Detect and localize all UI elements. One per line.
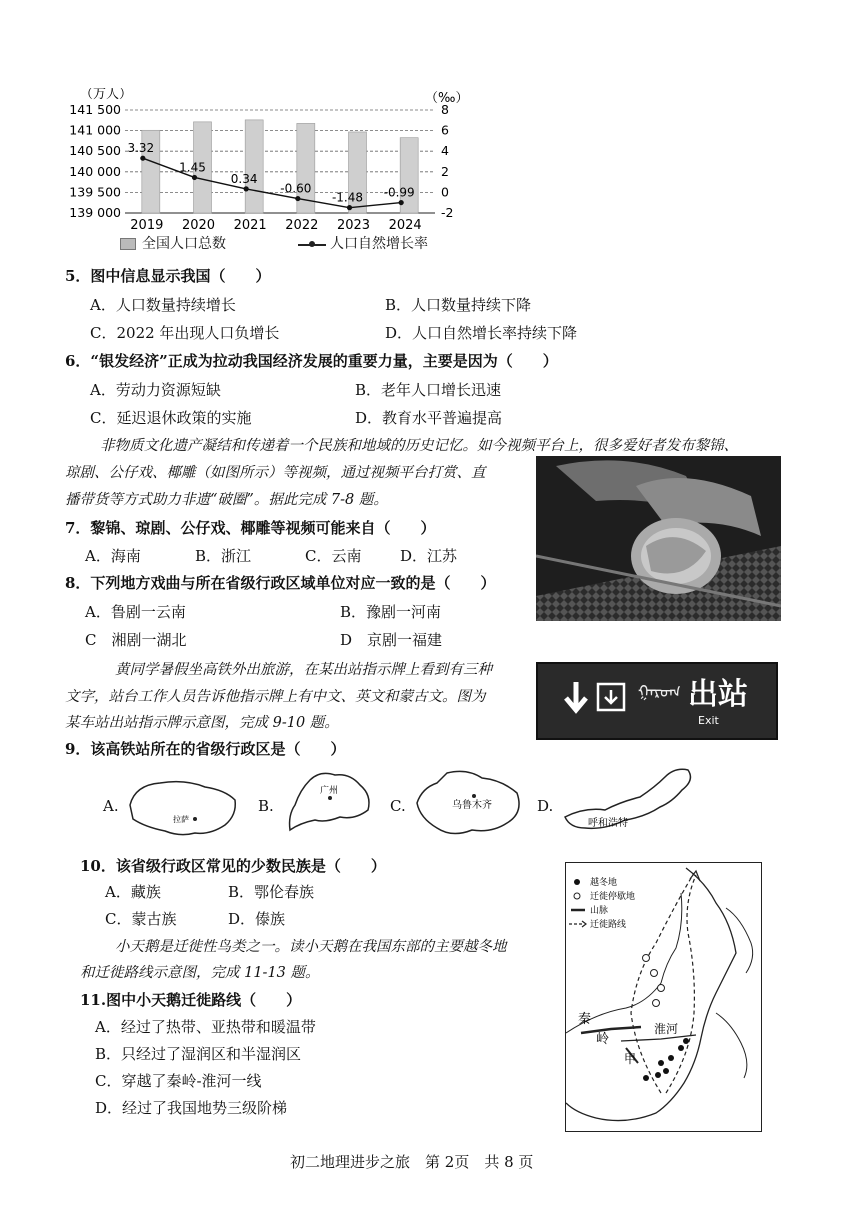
growth-rate-point — [399, 200, 404, 205]
q11-option-c: C．穿越了秦岭-淮河一线 — [95, 1072, 262, 1090]
map-xinjiang — [412, 768, 527, 848]
y2-tick-label: 4 — [441, 143, 449, 159]
map-c-label: 乌鲁木齐 — [452, 800, 492, 811]
swan-map-graphics — [566, 863, 761, 1131]
q9-option-a: A. — [103, 797, 119, 815]
chart-legend — [120, 235, 450, 253]
sign-chinese-text: 出站 — [688, 677, 748, 712]
sign-mongolian-text: ᠭᠠᠷᠤᠭ — [638, 682, 681, 701]
growth-rate-point — [295, 196, 300, 201]
q11-option-b: B．只经过了湿润区和半湿润区 — [95, 1045, 302, 1063]
q9-option-b: B. — [258, 797, 274, 815]
sign-english-text: Exit — [698, 714, 719, 727]
page-footer: 初二地理进步之旅 第 2页 共 8 页 — [290, 1153, 534, 1171]
swan-legend-mountain: 山脉 — [590, 906, 609, 916]
q11-option-d: D．经过了我国地势三级阶梯 — [95, 1099, 288, 1117]
down-arrow-icon — [566, 682, 586, 710]
q9-option-c: C. — [390, 797, 406, 815]
q6-option-a: A．劳动力资源短缺 — [90, 381, 221, 399]
q5-option-c: C．2022 年出现人口负增长 — [90, 324, 280, 342]
swan-map-label-ling: 岭 — [596, 1032, 610, 1047]
q7-stem: 7．黎锦、琼剧、公仔戏、椰雕等视频可能来自（ ） — [65, 519, 436, 537]
map-d-label: 呼和浩特 — [588, 818, 628, 829]
q10-option-c: C．蒙古族 — [105, 910, 177, 928]
q9-option-d: D. — [537, 797, 554, 815]
growth-rate-data-label: -1.48 — [331, 190, 364, 205]
population-bar — [245, 120, 263, 213]
q6-option-c: C．延迟退休政策的实施 — [90, 409, 252, 427]
q8-stem: 8．下列地方戏曲与所在省级行政区域单位对应一致的是（ ） — [65, 574, 496, 592]
y-tick-label: 141 500 — [69, 102, 121, 117]
q8-option-a: A．鲁剧一云南 — [85, 603, 186, 621]
y-axis-unit-label: （万人） — [80, 88, 133, 102]
q9-stem: 9．该高铁站所在的省级行政区是（ ） — [65, 740, 346, 758]
x-tick-label: 2020 — [181, 218, 216, 233]
q5-stem: 5．图中信息显示我国（ ） — [65, 267, 271, 285]
x-tick-label: 2021 — [233, 218, 267, 233]
swan-legend-stopover: 迁徙停歇地 — [590, 892, 636, 902]
q5-option-b: B．人口数量持续下降 — [385, 296, 532, 314]
swan-migration-map — [565, 862, 762, 1132]
y2-tick-label: 2 — [441, 163, 449, 179]
x-tick-label: 2024 — [388, 218, 422, 233]
passage1-line2: 琼剧、公仔戏、椰雕（如图所示）等视频，通过视频平台打赏、直 — [65, 465, 486, 481]
y2-axis-unit-label: （‰） — [425, 91, 469, 106]
growth-rate-data-label: 0.34 — [230, 171, 258, 186]
q6-stem: 6．“银发经济”正成为拉动我国经济发展的重要力量，主要是因为（ ） — [65, 352, 558, 370]
q10-stem: 10．该省级行政区常见的少数民族是（ ） — [80, 857, 386, 875]
map-tibet — [125, 775, 240, 845]
map-a-label: 拉萨 — [173, 815, 189, 824]
q11-stem: 11.图中小天鹅迁徙路线（ ） — [80, 991, 302, 1009]
swan-legend-wintering: 越冬地 — [590, 878, 618, 888]
q7-option-b: B．浙江 — [195, 547, 252, 565]
growth-rate-point — [140, 156, 145, 161]
q7-option-c: C．云南 — [305, 547, 362, 565]
q7-option-a: A．海南 — [85, 547, 141, 565]
passage2-line2: 文字，站台工作人员告诉他指示牌上有中文、英文和蒙古文。图为 — [65, 689, 486, 705]
q6-option-d: D．教育水平普遍提高 — [355, 409, 503, 427]
passage2-line1: 黄同学暑假坐高铁外出旅游，在某出站指示牌上看到有三种 — [115, 662, 492, 678]
q6-option-b: B．老年人口增长迅速 — [355, 381, 502, 399]
passage1-line1: 非物质文化遗产凝结和传递着一个民族和地域的历史记忆。如今视频平台上，很多爱好者发布黎锦、 — [100, 438, 738, 454]
x-tick-label: 2019 — [130, 218, 164, 233]
y2-tick-label: -2 — [441, 205, 454, 220]
q8-option-d: D 京剧一福建 — [340, 631, 443, 649]
q10-option-d: D．傣族 — [228, 910, 286, 928]
x-tick-label: 2023 — [336, 218, 371, 233]
q5-option-d: D．人口自然增长率持续下降 — [385, 324, 578, 342]
growth-rate-point — [244, 186, 249, 191]
coconut-carving-illustration — [536, 456, 781, 621]
y-tick-label: 140 000 — [69, 163, 121, 179]
x-tick-label: 2022 — [285, 218, 319, 233]
swan-map-label-huaihe: 淮河 — [654, 1022, 679, 1036]
q11-option-a: A．经过了热带、亚热带和暖温带 — [95, 1018, 316, 1036]
legend-line-dot — [309, 241, 315, 247]
y-tick-label: 139 000 — [69, 205, 121, 220]
y2-tick-label: 6 — [441, 122, 449, 138]
passage1-line3: 播带货等方式助力非遗“破圈”。据此完成 7-8 题。 — [65, 492, 388, 508]
q5-option-a: A．人口数量持续增长 — [90, 296, 236, 314]
map-inner-mongolia — [560, 762, 700, 837]
swan-map-label-qin: 秦 — [578, 1012, 592, 1027]
swan-legend-route: 迁徙路线 — [590, 920, 627, 930]
growth-rate-data-label: 3.32 — [127, 141, 155, 156]
passage3-line2: 和迁徙路线示意图，完成 11-13 题。 — [80, 965, 320, 981]
y-tick-label: 141 000 — [69, 122, 121, 138]
legend-bar-label: 全国人口总数 — [142, 236, 226, 252]
legend-line-label: 人口自然增长率 — [330, 236, 428, 252]
y2-tick-label: 0 — [441, 184, 449, 200]
passage3-line1: 小天鹅是迁徙性鸟类之一。读小天鹅在我国东部的主要越冬地 — [115, 939, 507, 955]
q7-option-d: D．江苏 — [400, 547, 458, 565]
growth-rate-point — [347, 205, 352, 210]
population-chart — [60, 88, 530, 258]
exit-sign — [536, 662, 778, 740]
growth-rate-data-label: -0.99 — [383, 185, 415, 200]
y-tick-label: 139 500 — [69, 184, 121, 200]
growth-rate-point — [192, 175, 197, 180]
map-b-label: 广州 — [320, 786, 339, 796]
q8-option-b: B．豫剧一河南 — [340, 603, 442, 621]
swan-map-label-jia: 甲 — [624, 1052, 637, 1066]
legend-bar-swatch — [120, 238, 136, 250]
q8-option-c: C 湘剧一湖北 — [85, 631, 187, 649]
y-tick-label: 140 500 — [69, 143, 121, 159]
q10-option-b: B．鄂伦春族 — [228, 883, 315, 901]
growth-rate-data-label: 1.45 — [179, 160, 206, 175]
q10-option-a: A．藏族 — [105, 883, 161, 901]
growth-rate-data-label: -0.60 — [280, 181, 312, 196]
map-guangdong — [280, 765, 380, 840]
y2-tick-label: 8 — [441, 102, 449, 117]
coconut-carving-photo — [536, 456, 781, 621]
passage2-line3: 某车站出站指示牌示意图，完成 9-10 题。 — [65, 715, 339, 731]
